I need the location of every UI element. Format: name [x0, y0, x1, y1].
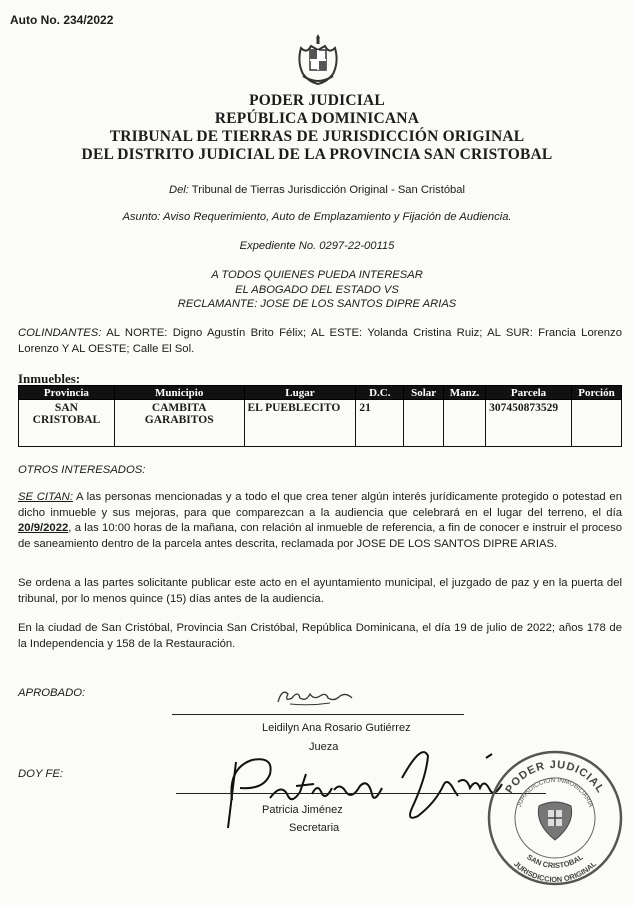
del-line [0, 184, 634, 196]
se-citan-label: SE CITAN: [18, 491, 73, 503]
header-municipio: Municipio [114, 386, 244, 400]
destinatario-line-1: A TODOS QUIENES PUEDA INTERESAR [211, 269, 423, 281]
stamp-bottom-text-1: SAN CRISTOBAL [525, 852, 585, 871]
cell-solar [404, 400, 444, 447]
cell-lugar: EL PUEBLECITO [244, 400, 356, 447]
cell-provincia: SAN CRISTOBAL [19, 400, 115, 447]
colindantes-paragraph [18, 326, 622, 357]
judge-role: Jueza [309, 741, 339, 753]
header-line-3: TRIBUNAL DE TIERRAS DE JURISDICCIÓN ORIGINAL [109, 128, 525, 145]
auto-number: Auto No. 234/2022 [10, 13, 114, 27]
otros-interesados: OTROS INTERESADOS: [18, 464, 146, 476]
stamp-top-text: PODER JUDICIAL [503, 758, 607, 796]
table-row [19, 400, 622, 447]
header-dc: D.C. [356, 386, 404, 400]
stamp-mid-text: JURISDICCION INMOBILIARIA [515, 776, 595, 809]
svg-text:SAN CRISTOBAL [525, 852, 585, 870]
ordena-paragraph: Se ordena a las partes solicitante publicar este acto en el ayuntamiento municipal, el juzgado de paz y en la puerta del tribunal, por lo menos quince (15) días antes de la audiencia. [18, 577, 622, 605]
doy-fe-label: DOY FE: [18, 768, 63, 780]
judge-name: Leidilyn Ana Rosario Gutiérrez [262, 722, 411, 734]
judge-signature-line [172, 714, 464, 715]
header-provincia: Provincia [19, 386, 115, 400]
expediente-line: Expediente No. 0297-22-00115 [239, 240, 395, 252]
cell-municipio: CAMBITA GARABITOS [114, 400, 244, 447]
header-parcela: Parcela [486, 386, 572, 400]
cell-dc: 21 [356, 400, 404, 447]
se-citan-paragraph [18, 490, 622, 552]
secretary-role: Secretaria [289, 822, 340, 834]
destinatario-line-2: EL ABOGADO DEL ESTADO VS [235, 284, 399, 296]
header-line-4: DEL DISTRITO JUDICIAL DE LA PROVINCIA SAN CRISTOBAL [81, 146, 553, 163]
table-header-row [19, 386, 622, 400]
secretary-signature [222, 738, 522, 833]
cell-porcion [572, 400, 622, 447]
colindantes-label: COLINDANTES: [18, 327, 102, 339]
header-line-1: PODER JUDICIAL [249, 92, 385, 109]
header-solar: Solar [404, 386, 444, 400]
judge-signature [270, 684, 360, 710]
destinatario-line-3: RECLAMANTE: JOSE DE LOS SANTOS DIPRE ARIAS [177, 298, 457, 310]
cell-manzana [444, 400, 486, 447]
header-porcion: Porción [572, 386, 622, 400]
cell-parcela: 307450873529 [486, 400, 572, 447]
inmuebles-table [18, 385, 622, 447]
secretary-name: Patricia Jiménez [262, 804, 343, 816]
colindantes-text: AL NORTE: Digno Agustín Brito Félix; AL ESTE: Yolanda Cristina Ruiz; AL SUR: Francia Lorenzo Lorenzo Y AL OESTE; Calle El Sol. [18, 327, 622, 355]
se-citan-text-1: A las personas mencionadas y a todo el que crea tener algún interés jurídicamente protegido o potestad en dicho inmueble y sus mejoras, para que comparezcan a la audiencia que celebrará en el lugar del terreno, el día [18, 491, 622, 519]
aprobado-label: APROBADO: [18, 687, 86, 699]
se-citan-text-2: , a las 10:00 horas de la mañana, con relación al inmueble de referencia, a fin de conocer e instruir el proceso de saneamiento dentro de la parcela antes descrita, reclamada por JOSE DE LOS SANTOS DIPRE ARIAS. [18, 522, 622, 550]
ciudad-paragraph: En la ciudad de San Cristóbal, Provincia San Cristóbal, República Dominicana, el día 19 de julio de 2022; años 178 de la Independencia y 158 de la Restauración. [18, 622, 622, 650]
header-manzana: Manz. [444, 386, 486, 400]
coat-of-arms-icon [293, 32, 343, 86]
del-label: Del: [169, 184, 189, 196]
hearing-date: 20/9/2022 [18, 522, 69, 534]
inmuebles-label: Inmuebles: [18, 371, 81, 386]
header-line-2: REPÚBLICA DOMINICANA [214, 110, 420, 127]
stamp-bottom-text-2: JURISDICCION ORIGINAL [511, 859, 599, 885]
official-stamp-icon [485, 748, 625, 888]
asunto-line: Asunto: Aviso Requerimiento, Auto de Emplazamiento y Fijación de Audiencia. [122, 211, 512, 223]
header-lugar: Lugar [244, 386, 356, 400]
del-text: Tribunal de Tierras Jurisdicción Original - San Cristóbal [188, 184, 465, 196]
